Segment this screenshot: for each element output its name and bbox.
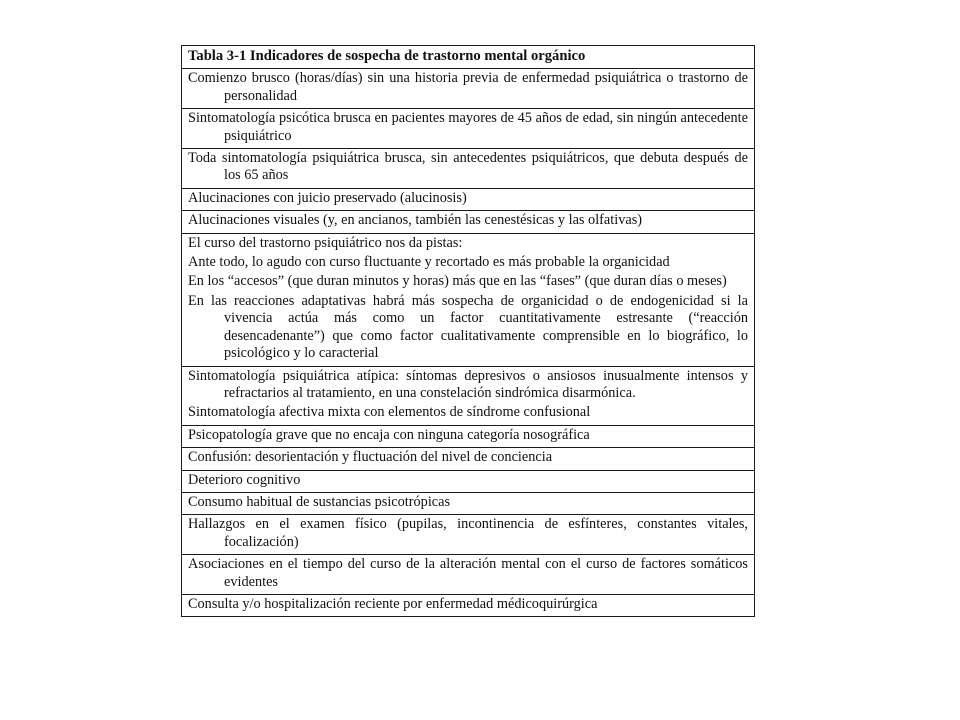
table-row (182, 109, 754, 149)
table-row (182, 189, 754, 211)
table-caption: Tabla 3-1 Indicadores de sospecha de trastorno mental orgánico (182, 46, 754, 69)
row-text: El curso del trastorno psiquiátrico nos da pistas: (188, 234, 463, 251)
table-row (182, 367, 754, 426)
row-text: Confusión: desorientación y fluctuación del nivel de conciencia (188, 449, 553, 466)
row-text: Sintomatología afectiva mixta con elementos de síndrome confusional (188, 404, 591, 421)
row-text: Deterioro cognitivo (188, 471, 301, 488)
table-row (182, 149, 754, 189)
row-text: Psicopatología grave que no encaja con ninguna categoría nosográfica (188, 426, 590, 443)
row-text: En las reacciones adaptativas habrá más sospecha de organicidad o de endogenicidad si la vivencia actúa más como un factor cuantitativamente estresante (“reacción desencadenante”) que como factor cualitativamente comprensible en lo biográfico, lo psicológico y lo caracterial (188, 292, 748, 362)
table-row (182, 448, 754, 470)
table-row (182, 493, 754, 515)
table-row (182, 471, 754, 493)
row-text: Alucinaciones con juicio preservado (alucinosis) (188, 189, 467, 206)
row-text: Alucinaciones visuales (y, en ancianos, también las cenestésicas y las olfativas) (188, 212, 643, 229)
table-row (182, 69, 754, 109)
row-text: Sintomatología psicótica brusca en pacientes mayores de 45 años de edad, sin ningún antecedente psiquiátrico (188, 110, 748, 144)
table-row (182, 211, 754, 233)
table-row (182, 515, 754, 555)
table-body (182, 69, 754, 616)
row-text: Comienzo brusco (horas/días) sin una historia previa de enfermedad psiquiátrica o trastorno de personalidad (188, 70, 748, 104)
row-text: Consulta y/o hospitalización reciente por enfermedad médicoquirúrgica (188, 595, 598, 612)
row-text: Hallazgos en el examen físico (pupilas, incontinencia de esfínteres, constantes vitales, focalización) (188, 516, 748, 550)
table-row (182, 555, 754, 595)
indicators-table (181, 45, 755, 617)
row-text: En los “accesos” (que duran minutos y horas) más que en las “fases” (que duran días o meses) (188, 273, 727, 290)
table-row (182, 234, 754, 367)
row-text: Sintomatología psiquiátrica atípica: síntomas depresivos o ansiosos inusualmente intensos y refractarios al tratamiento, en una constelación sindrómica disarmónica. (188, 367, 748, 401)
table-row (182, 426, 754, 448)
row-text: Ante todo, lo agudo con curso fluctuante y recortado es más probable la organicidad (188, 254, 670, 271)
table-row (182, 595, 754, 616)
row-text: Asociaciones en el tiempo del curso de la alteración mental con el curso de factores somáticos evidentes (188, 556, 748, 590)
row-text: Consumo habitual de sustancias psicotrópicas (188, 493, 451, 510)
row-text: Toda sintomatología psiquiátrica brusca, sin antecedentes psiquiátricos, que debuta después de los 65 años (188, 150, 748, 184)
